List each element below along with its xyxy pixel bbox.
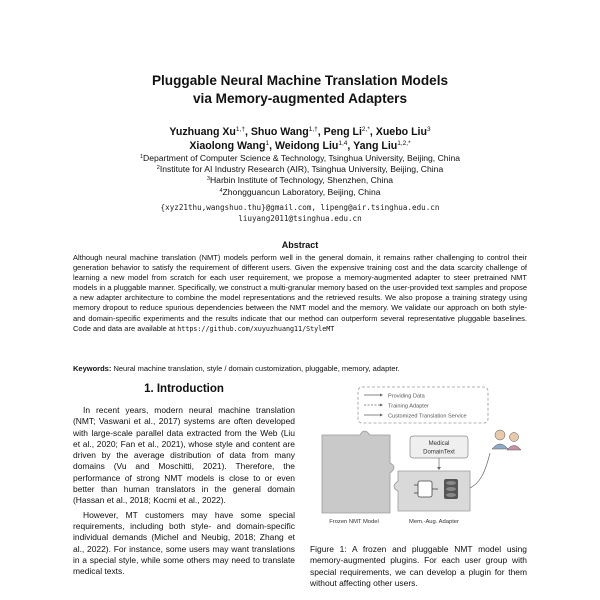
author-name: Yang Liu	[353, 140, 398, 152]
affiliation-text: Zhongguancun Laboratory, Beijing, China	[222, 186, 381, 197]
title-line-1: Pluggable Neural Machine Translation Models	[151, 73, 449, 88]
email-block	[0, 202, 600, 224]
title-line-2: via Memory-augmented Adapters	[192, 91, 408, 106]
keywords	[73, 364, 527, 374]
domain-text-label: DomainText	[423, 449, 455, 456]
affiliation-number: 4	[219, 187, 223, 194]
legend-customized-service: Customized Translation Service	[388, 413, 467, 420]
abstract-body	[73, 253, 527, 334]
intro-paragraph-1: In recent years, modern neural machine translation (NMT; Vaswani et al., 2017) systems are often developed with large-scale parallel data extracted from the Web (Liu et al., 2020; Fan et al., 2021), whose style and content are driven by the average distribution of data from many domains (Vu and Moschitti, 2021). Therefore, the performance of strong NMT models is close to or even better than human translators in the general domain (Hassan et al., 2018; Kocmi et al., 2022).	[73, 405, 295, 506]
author-name: Weidong Liu	[275, 140, 339, 152]
legend-training-adapter: Training Adapter	[388, 403, 429, 410]
frozen-model-label: Frozen NMT Model	[329, 519, 379, 525]
author-name: Peng Li	[323, 126, 362, 138]
author-affil-mark: 3	[426, 126, 431, 133]
author-affil-mark: 1	[265, 140, 270, 147]
intro-paragraph-2: However, MT customers may have some special requirements, including both style- and domain-specific individual demands (Michel and Neubig, 2018; Zhang et al., 2022). For instance, some users may want translations in a special style, while some others may need to translate medical texts.	[73, 509, 295, 577]
email-line-2: liuyang2011@tsinghua.edu.cn	[238, 214, 362, 223]
author-affil-mark: 1,2,*	[397, 140, 411, 147]
section-heading-introduction: 1. Introduction	[144, 383, 224, 395]
user-group-icon	[492, 430, 521, 450]
affiliation	[0, 187, 600, 198]
providing-data-arrowhead	[437, 467, 441, 470]
author-affil-mark: 1,†	[235, 126, 245, 133]
adapter-label: Mem.-Aug. Adapter	[409, 519, 459, 525]
author-affil-mark: 2,*	[361, 126, 370, 133]
paper-title	[0, 72, 600, 108]
affiliation-list	[0, 153, 600, 198]
email-line-1: {xyz21thu,wangshuo.thu}@gmail.com, lipeng@air.tsinghua.edu.cn	[160, 203, 440, 212]
memory-database-icon	[444, 479, 458, 499]
affiliation	[0, 153, 600, 164]
author-affil-mark: 1,4	[338, 140, 348, 147]
legend-providing-data: Providing Data	[388, 393, 425, 400]
affiliation-number: 3	[206, 176, 210, 183]
author-name: Xuebo Liu	[375, 126, 427, 138]
keywords-text: Neural machine translation, style / domain customization, pluggable, memory, adapter.	[113, 364, 400, 373]
affiliation-text: Institute for AI Industry Research (AIR), Tsinghua University, Beijing, China	[159, 164, 444, 175]
author-name: Yuzhuang Xu	[169, 126, 236, 138]
affiliation-number: 2	[156, 165, 160, 172]
figure-1-caption: Figure 1: A frozen and pluggable NMT model using memory-augmented plugins. For each user group with special requirements, we can develop a plugin for them without affecting other users.	[310, 544, 527, 588]
abstract-code-link[interactable]: https://github.com/xuyuzhuang11/StyleMT	[177, 324, 335, 333]
affiliation-number: 1	[139, 154, 144, 160]
figure-1-diagram	[310, 383, 528, 533]
abstract-text: Although neural machine translation (NMT) models perform well in the general domain, it remains rather challenging to control their generation behavior to satisfy the requirement of different users. Given the expensive training cost and the data scarcity challenge of learning a new model from scratch for each user requirement, we propose a memory-augmented adapter to steer pretrained NMT models in a pluggable manner. Specifically, we construct a multi-granular memory based on the user-provided text samples and propose a new adapter architecture to combine the model representations and the retrieved results. We also propose a training strategy using memory dropout to reduce spurious dependencies between the NMT model and the memory. We validate our approach on both style- and domain-specific experiments and the results indicate that our method can outperform several representative pluggable baselines. Code and data are available at	[73, 253, 527, 333]
medical-label: Medical	[428, 441, 450, 447]
author-name: Shuo Wang	[250, 126, 309, 138]
frozen-nmt-puzzle-piece	[322, 431, 394, 513]
author-list: Yuzhuang $Xu^{1,\dagger}$, Shuo Wang$^{1,\dagger}$, Peng $Li^{2,*}$, Xuebo Liu$^3$ Xiaolong Wang$^1$, Weidong Liu$^{1,4}$, Yang Liu$^{1,2,*}$	[169, 126, 431, 152]
introduction-body	[73, 405, 295, 577]
affiliation-text: Department of Computer Science & Technology, Tsinghua University, Beijing, China	[143, 153, 461, 163]
affiliation	[0, 164, 600, 175]
service-arrow	[470, 453, 490, 488]
affiliation	[0, 175, 600, 186]
author-name: Xiaolong Wang	[189, 140, 266, 152]
abstract-heading: Abstract	[281, 240, 319, 250]
figure-1	[310, 383, 528, 533]
author-affil-mark: 1,†	[308, 126, 318, 133]
affiliation-text: Harbin Institute of Technology, Shenzhen, China	[209, 175, 394, 186]
keywords-label: Keywords:	[73, 364, 112, 373]
